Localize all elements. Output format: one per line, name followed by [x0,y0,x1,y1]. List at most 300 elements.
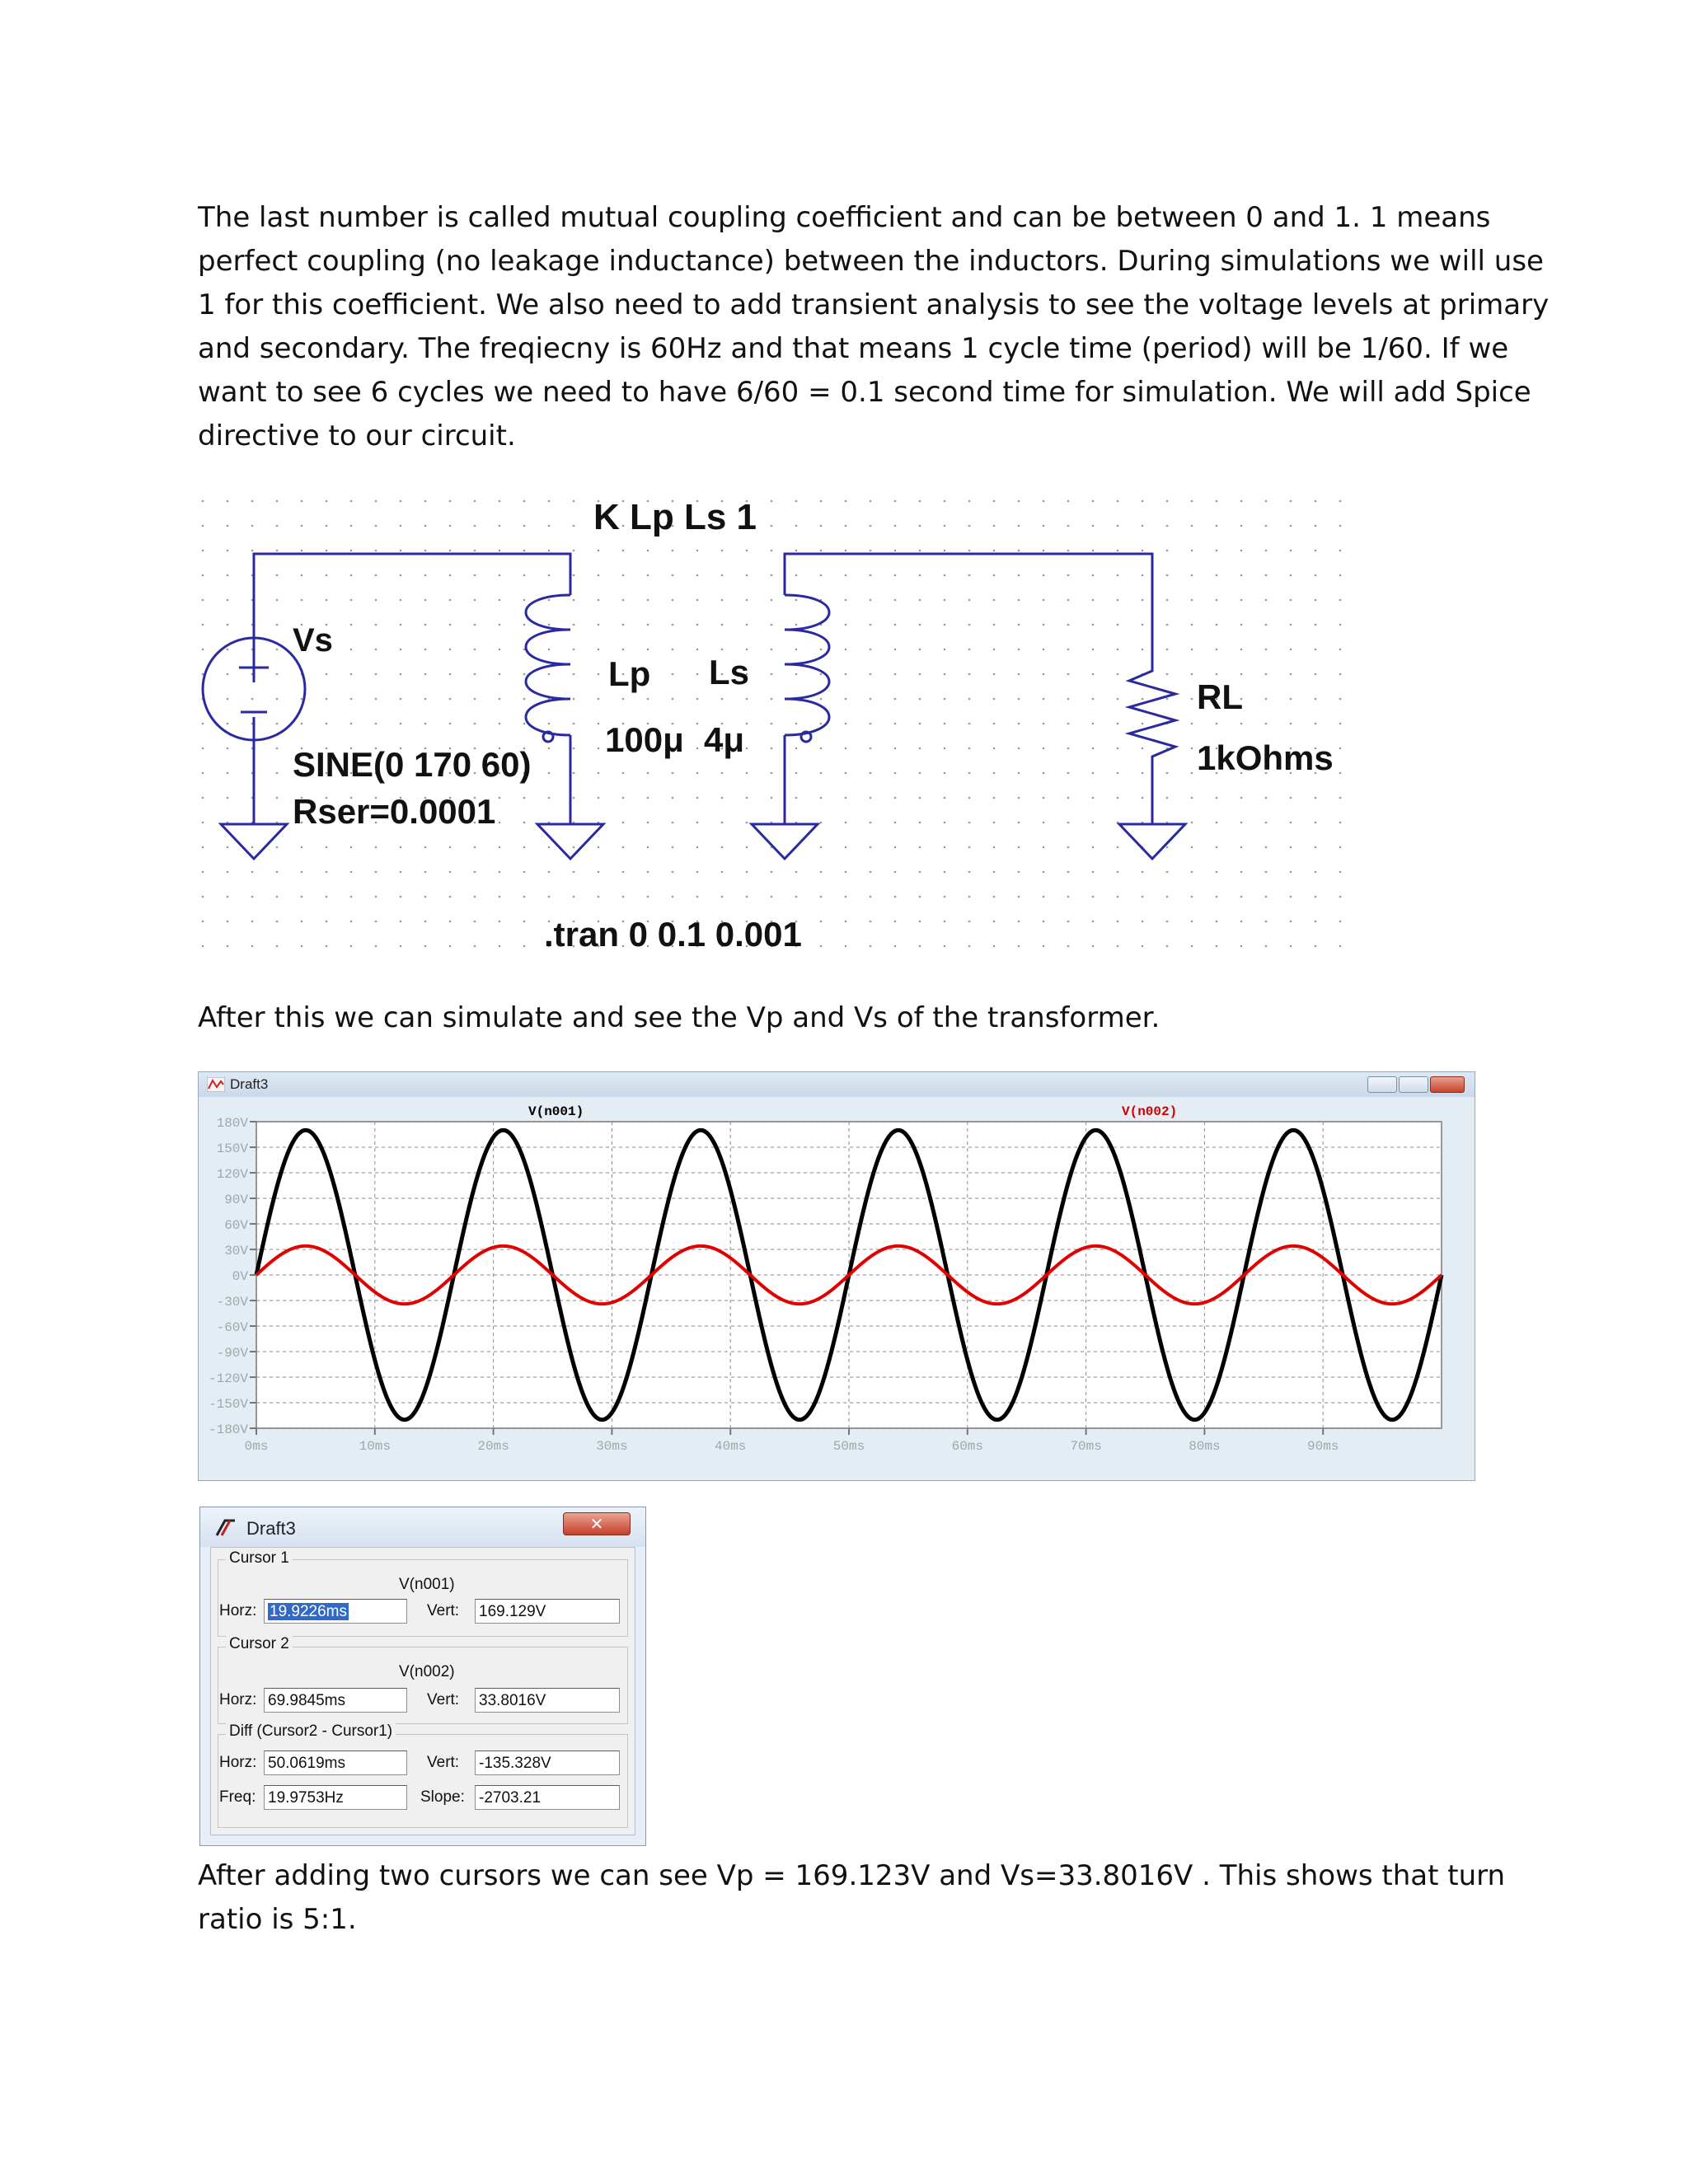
grid-dot [375,500,377,503]
grid-dot [573,846,575,849]
grid-dot [1216,624,1218,626]
grid-dot [1166,624,1169,626]
grid-dot [251,550,254,552]
grid-dot [1315,525,1317,527]
grid-dot [276,500,279,503]
grid-dot [968,846,971,849]
grid-dot [746,698,748,701]
grid-dot [1315,574,1317,577]
grid-dot [721,599,724,602]
grid-dot [1092,550,1095,552]
grid-dot [474,698,476,701]
load-resistor-symbol [1129,661,1175,768]
grid-dot [870,698,872,701]
grid-dot [870,500,872,503]
grid-dot [696,772,699,775]
grid-dot [1216,599,1218,602]
x-tick-label: 20ms [477,1439,509,1454]
grid-dot [301,846,303,849]
grid-dot [474,624,476,626]
grid-dot [276,945,279,948]
grid-dot [696,723,699,725]
dialog-titlebar[interactable] [200,1507,645,1547]
dialog-close-button[interactable]: ✕ [563,1512,631,1535]
grid-dot [672,871,674,874]
grid-dot [1240,624,1243,626]
minimize-button[interactable] [1367,1076,1397,1093]
grid-dot [251,698,254,701]
grid-dot [1043,846,1045,849]
grid-dot [1092,896,1095,898]
source-value-line1: SINE(0 170 60) [293,745,532,784]
grid-dot [820,871,823,874]
grid-dot [721,574,724,577]
grid-dot [598,574,600,577]
grid-dot [1092,846,1095,849]
grid-dot [400,550,402,552]
grid-dot [1265,896,1268,898]
grid-dot [1191,896,1193,898]
grid-dot [894,846,897,849]
grid-dot [894,772,897,775]
grid-dot [301,896,303,898]
y-tick-label: 150V [216,1141,248,1156]
cursor2-trace: V(n002) [399,1663,455,1680]
grid-dot [771,574,773,577]
grid-dot [1043,822,1045,824]
grid-dot [227,945,229,948]
grid-dot [1117,673,1119,676]
grid-dot [1265,797,1268,799]
grid-dot [820,772,823,775]
grid-dot [795,772,798,775]
grid-dot [350,574,353,577]
grid-dot [1339,772,1342,775]
grid-dot [573,896,575,898]
grid-dot [721,624,724,626]
grid-dot [944,599,946,602]
grid-dot [894,550,897,552]
grid-dot [350,673,353,676]
grid-dot [1092,822,1095,824]
freq-label: Freq: [219,1788,256,1806]
grid-dot [647,772,649,775]
grid-dot [968,599,971,602]
grid-dot [1166,550,1169,552]
grid-dot [1290,698,1292,701]
grid-dot [672,822,674,824]
legend-entry-vn001[interactable]: V(n001) [528,1104,584,1119]
grid-dot [771,599,773,602]
grid-dot [1191,673,1193,676]
grid-dot [870,772,872,775]
grid-dot [968,550,971,552]
window-titlebar[interactable] [199,1072,1475,1097]
grid-dot [424,846,427,849]
grid-dot [672,624,674,626]
grid-dot [1092,945,1095,948]
grid-dot [474,723,476,725]
primary-value: 100μ [605,720,684,759]
grid-dot [721,846,724,849]
grid-dot [1067,500,1070,503]
grid-dot [944,797,946,799]
grid-dot [1216,550,1218,552]
grid-dot [1216,525,1218,527]
grid-dot [251,525,254,527]
grid-dot [968,921,971,923]
text-line: The last number is called mutual coupling coefficient and can be between 0 and 1. 1 means [198,201,1491,234]
grid-dot [350,921,353,923]
grid-dot [771,723,773,725]
grid-dot [499,673,501,676]
grid-dot [424,723,427,725]
grid-dot [1315,797,1317,799]
close-button[interactable] [1430,1076,1465,1093]
grid-dot [1117,945,1119,948]
grid-dot [919,624,921,626]
source-name: Vs [293,622,333,658]
grid-dot [894,797,897,799]
grid-dot [820,945,823,948]
grid-dot [548,574,551,577]
grid-dot [647,797,649,799]
text-line: After adding two cursors we can see Vp = 169.123V and Vs=33.8016V . This shows that turn [198,1859,1506,1892]
grid-dot [771,525,773,527]
grid-dot [598,772,600,775]
grid-dot [202,748,204,750]
waveform-plot [199,1097,1475,1480]
grid-dot [647,871,649,874]
text-line: perfect coupling (no leakage inductance) between the inductors. During simulations we will use [198,245,1544,278]
grid-dot [326,921,328,923]
diff-vert-field[interactable]: -135.328V [475,1750,620,1775]
grid-dot [573,723,575,725]
grid-dot [424,945,427,948]
grid-dot [1166,698,1169,701]
grid-dot [375,574,377,577]
grid-dot [449,624,452,626]
grid-dot [1142,698,1144,701]
grid-dot [350,871,353,874]
grid-dot [1117,574,1119,577]
grid-dot [1067,896,1070,898]
grid-dot [202,896,204,898]
grid-dot [845,698,847,701]
grid-dot [251,945,254,948]
grid-dot [1067,921,1070,923]
grid-dot [499,500,501,503]
grid-dot [845,525,847,527]
grid-dot [573,772,575,775]
ground-symbol [537,824,603,859]
grid-dot [993,822,996,824]
grid-dot [1043,649,1045,651]
grid-dot [1067,797,1070,799]
grid-dot [1290,624,1292,626]
grid-dot [548,500,551,503]
grid-dot [894,525,897,527]
grid-dot [1290,723,1292,725]
grid-dot [672,846,674,849]
grid-dot [622,550,625,552]
grid-dot [672,772,674,775]
secondary-value: 4μ [704,720,745,759]
tran-directive: .tran 0 0.1 0.001 [544,915,802,954]
grid-dot [1240,846,1243,849]
grid-dot [350,846,353,849]
grid-dot [326,945,328,948]
grid-dot [968,574,971,577]
grid-dot [1216,945,1218,948]
grid-dot [1290,550,1292,552]
grid-dot [1315,822,1317,824]
grid-dot [1166,772,1169,775]
grid-dot [1290,846,1292,849]
grid-dot [276,896,279,898]
grid-dot [894,723,897,725]
grid-dot [1240,599,1243,602]
grid-dot [820,574,823,577]
grid-dot [870,921,872,923]
grid-dot [1191,624,1193,626]
grid-dot [548,846,551,849]
grid-dot [424,624,427,626]
grid-dot [944,500,946,503]
grid-dot [944,698,946,701]
grid-dot [820,921,823,923]
grid-dot [1166,574,1169,577]
grid-dot [696,550,699,552]
grid-dot [523,500,526,503]
grid-dot [820,748,823,750]
primary-inductor-symbol [526,595,570,742]
grid-dot [573,649,575,651]
maximize-button[interactable] [1399,1076,1428,1093]
grid-dot [1043,525,1045,527]
grid-dot [523,599,526,602]
grid-dot [227,673,229,676]
grid-dot [795,599,798,602]
grid-dot [845,673,847,676]
grid-dot [573,525,575,527]
grid-dot [944,574,946,577]
grid-dot [771,871,773,874]
grid-dot [1290,649,1292,651]
grid-dot [251,896,254,898]
grid-dot [523,921,526,923]
grid-dot [845,871,847,874]
grid-dot [1339,797,1342,799]
grid-dot [326,698,328,701]
grid-dot [301,871,303,874]
grid-dot [795,896,798,898]
grid-dot [993,599,996,602]
grid-dot [894,624,897,626]
grid-dot [647,574,649,577]
grid-dot [647,896,649,898]
grid-dot [1191,921,1193,923]
grid-dot [474,846,476,849]
grid-dot [350,896,353,898]
grid-dot [1142,945,1144,948]
grid-dot [1043,772,1045,775]
grid-dot [1265,846,1268,849]
grid-dot [746,896,748,898]
grid-dot [548,723,551,725]
grid-dot [573,500,575,503]
grid-dot [795,500,798,503]
grid-dot [1067,673,1070,676]
grid-dot [919,896,921,898]
grid-dot [350,525,353,527]
grid-dot [919,748,921,750]
grid-dot [449,921,452,923]
cursor2-horz-label: Horz: [219,1691,257,1708]
grid-dot [449,599,452,602]
grid-dot [746,748,748,750]
grid-dot [622,624,625,626]
grid-dot [622,599,625,602]
grid-dot [1142,797,1144,799]
grid-dot [1117,797,1119,799]
grid-dot [499,822,501,824]
grid-dot [400,896,402,898]
grid-dot [301,599,303,602]
grid-dot [573,748,575,750]
grid-dot [548,797,551,799]
grid-dot [746,624,748,626]
grid-dot [1265,921,1268,923]
grid-dot [696,649,699,651]
grid-dot [474,896,476,898]
cursor2-vert-field[interactable]: 33.8016V [475,1688,620,1713]
grid-dot [1018,772,1020,775]
grid-dot [1240,896,1243,898]
grid-dot [227,525,229,527]
grid-dot [1191,500,1193,503]
grid-dot [449,500,452,503]
primary-name: Lp [608,654,651,693]
grid-dot [1067,574,1070,577]
grid-dot [919,871,921,874]
x-tick-label: 90ms [1306,1439,1339,1454]
grid-dot [499,525,501,527]
grid-dot [1265,822,1268,824]
grid-dot [894,871,897,874]
grid-dot [1290,896,1292,898]
cursor2-horz-field[interactable]: 69.9845ms [264,1688,407,1713]
grid-dot [1339,599,1342,602]
grid-dot [1043,624,1045,626]
freq-field[interactable]: 19.9753Hz [264,1785,407,1810]
diff-horz-field[interactable]: 50.0619ms [264,1750,407,1775]
x-tick-label: 40ms [714,1439,747,1454]
grid-dot [672,574,674,577]
grid-dot [499,574,501,577]
grid-dot [350,624,353,626]
cursor1-horz-field[interactable]: 19.9226ms [264,1599,407,1624]
grid-dot [523,846,526,849]
grid-dot [375,846,377,849]
grid-dot [350,698,353,701]
grid-dot [845,896,847,898]
grid-dot [375,525,377,527]
text-line: 1 for this coefficient. We also need to add transient analysis to see the voltage levels at primary [198,288,1550,321]
grid-dot [845,822,847,824]
grid-dot [1018,525,1020,527]
grid-dot [598,871,600,874]
text-line: directive to our circuit. [198,419,516,452]
grid-dot [1018,698,1020,701]
grid-dot [1092,772,1095,775]
grid-dot [696,624,699,626]
grid-dot [499,624,501,626]
grid-dot [1191,797,1193,799]
grid-dot [968,624,971,626]
grid-dot [622,698,625,701]
transformer-schematic [198,496,1352,966]
grid-dot [993,748,996,750]
grid-dot [894,748,897,750]
grid-dot [1290,525,1292,527]
text-line: and secondary. The freqiecny is 60Hz and that means 1 cycle time (period) will be 1/60. If we [198,332,1509,365]
grid-dot [944,772,946,775]
grid-dot [449,550,452,552]
waveform-app-icon [207,1077,225,1092]
grid-dot [1216,574,1218,577]
grid-dot [1339,574,1342,577]
grid-dot [1166,896,1169,898]
grid-dot [1142,500,1144,503]
legend-entry-vn002[interactable]: V(n002) [1122,1104,1178,1119]
slope-field[interactable]: -2703.21 [475,1785,620,1810]
grid-dot [919,846,921,849]
grid-dot [227,550,229,552]
grid-dot [993,525,996,527]
grid-dot [301,921,303,923]
source-value-line2: Rser=0.0001 [293,792,496,831]
grid-dot [894,599,897,602]
load-name: RL [1197,677,1243,716]
x-tick-label: 10ms [359,1439,392,1454]
grid-dot [1265,500,1268,503]
grid-dot [622,896,625,898]
grid-dot [474,525,476,527]
grid-dot [598,723,600,725]
grid-dot [696,896,699,898]
grid-dot [1191,748,1193,750]
cursor1-vert-field[interactable]: 169.129V [475,1599,620,1624]
grid-dot [1191,698,1193,701]
grid-dot [598,748,600,750]
schematic-dot-grid [202,500,1342,948]
text-line: After this we can simulate and see the Vp and Vs of the transformer. [198,1001,1160,1034]
grid-dot [202,649,204,651]
grid-dot [499,896,501,898]
grid-dot [1240,797,1243,799]
grid-dot [944,846,946,849]
grid-dot [845,921,847,923]
grid-dot [1018,871,1020,874]
grid-dot [400,574,402,577]
grid-dot [1092,649,1095,651]
grid-dot [573,698,575,701]
grid-dot [1166,525,1169,527]
grid-dot [449,723,452,725]
grid-dot [202,723,204,725]
grid-dot [573,673,575,676]
